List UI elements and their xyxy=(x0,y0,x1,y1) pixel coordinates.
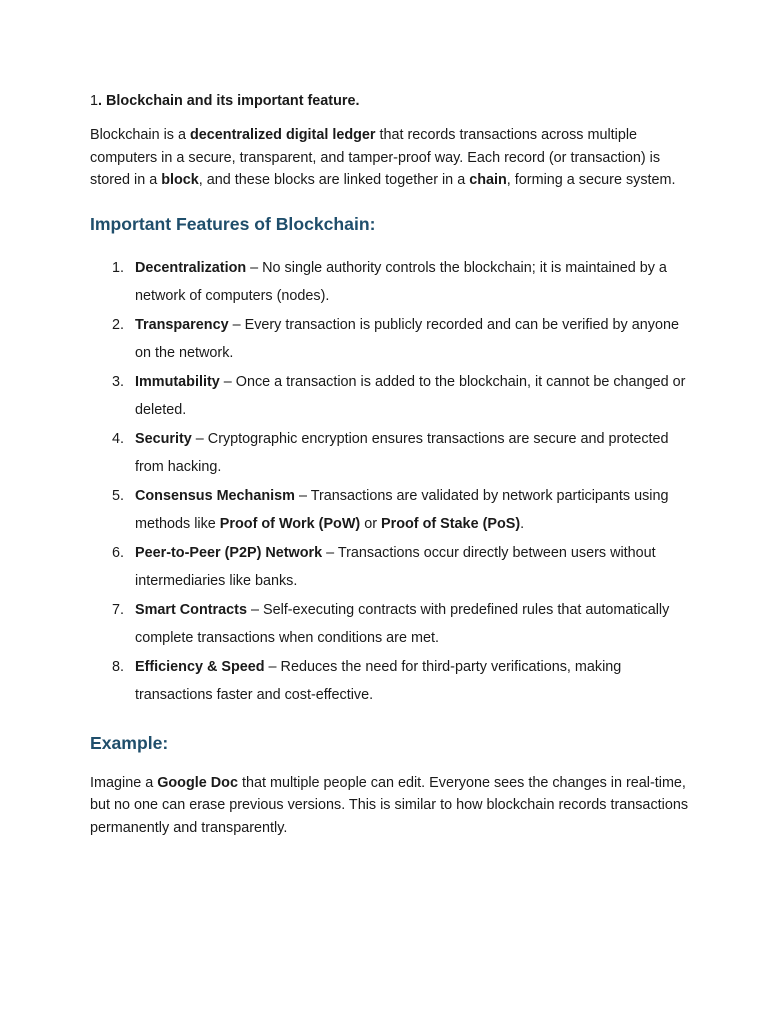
feature-desc: – Transactions occur directly between users without intermediaries like banks. xyxy=(135,544,656,589)
list-item xyxy=(90,539,690,596)
list-item xyxy=(90,311,690,368)
feature-bold-term: Proof of Stake (PoS) xyxy=(381,516,521,532)
feature-desc: . xyxy=(520,516,525,532)
intro-bold-term: block xyxy=(161,172,199,188)
list-number: 3. xyxy=(112,373,125,390)
feature-term: Immutability xyxy=(135,373,220,390)
feature-term: Decentralization xyxy=(135,259,247,276)
feature-desc: or xyxy=(360,516,382,532)
example-text: that multiple people can edit. Everyone sees the changes in real-time, but no one can erase previous versions. This is similar to how blockchain records transactions permanently and transparently. xyxy=(90,774,689,836)
list-number: 8. xyxy=(112,658,125,675)
example-paragraph xyxy=(90,772,690,840)
feature-term: Efficiency & Speed xyxy=(135,658,265,675)
list-item xyxy=(90,653,690,710)
list-number: 6. xyxy=(112,544,125,561)
list-number: 7. xyxy=(112,601,125,618)
feature-desc: – Every transaction is publicly recorded and can be verified by anyone on the network. xyxy=(135,316,679,361)
feature-term: Smart Contracts xyxy=(135,601,247,618)
intro-bold-term: chain xyxy=(469,172,507,188)
list-item xyxy=(90,482,690,539)
feature-desc: – Self-executing contracts with predefined rules that automatically complete transactions when conditions are met. xyxy=(135,601,670,646)
feature-desc: – No single authority controls the blockchain; it is maintained by a network of computers (nodes). xyxy=(135,259,667,304)
feature-desc: – Cryptographic encryption ensures transactions are secure and protected from hacking. xyxy=(135,430,669,475)
intro-text: that records transactions across multiple computers in a secure, transparent, and tamper-proof way. Each record (or transaction) is stored in a xyxy=(90,127,661,188)
feature-term: Consensus Mechanism xyxy=(135,487,295,504)
features-heading: Important Features of Blockchain: xyxy=(90,213,376,234)
example-bold-term: Google Doc xyxy=(157,774,238,791)
list-item xyxy=(90,368,690,425)
section-number: 1 xyxy=(90,93,99,109)
feature-term: Security xyxy=(135,430,192,447)
document-page xyxy=(90,90,690,839)
intro-text: , forming a secure system. xyxy=(506,172,676,188)
feature-desc: – Reduces the need for third-party verifications, making transactions faster and cost-effective. xyxy=(135,658,622,703)
list-item xyxy=(90,425,690,482)
list-number: 5. xyxy=(112,487,125,504)
section-title xyxy=(90,90,690,112)
intro-text: , and these blocks are linked together in a xyxy=(198,172,470,188)
example-heading: Example: xyxy=(90,732,169,753)
list-number: 1. xyxy=(112,259,125,276)
list-number: 2. xyxy=(112,316,125,333)
list-item xyxy=(90,596,690,653)
intro-text: Blockchain is a xyxy=(90,127,190,143)
intro-paragraph xyxy=(90,124,690,192)
feature-term: Transparency xyxy=(135,316,229,333)
feature-desc: – Once a transaction is added to the blockchain, it cannot be changed or deleted. xyxy=(135,373,686,418)
section-title-text: . Blockchain and its important feature. xyxy=(98,93,360,109)
feature-bold-term: Proof of Work (PoW) xyxy=(219,516,361,532)
intro-bold-term: decentralized digital ledger xyxy=(189,127,376,143)
example-text: Imagine a xyxy=(90,774,158,791)
features-list xyxy=(90,254,690,710)
feature-desc: – Transactions are validated by network participants using methods like xyxy=(135,487,669,532)
feature-term: Peer-to-Peer (P2P) Network xyxy=(135,544,323,561)
list-item xyxy=(90,254,690,311)
list-number: 4. xyxy=(112,430,125,447)
